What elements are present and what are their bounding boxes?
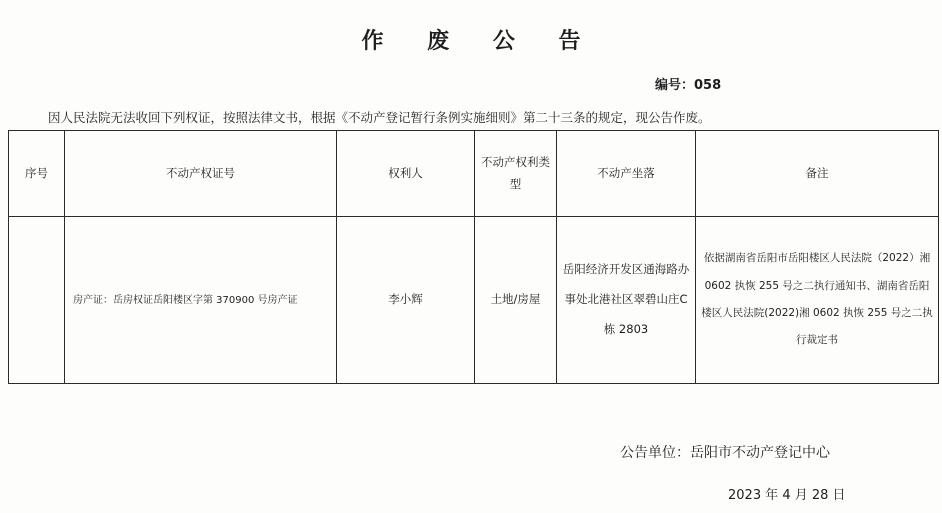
records-table (8, 130, 939, 384)
header-owner: 权利人 (337, 131, 475, 217)
issue-date: 2023 年 4 月 28 日 (728, 488, 846, 503)
header-index: 序号 (9, 131, 65, 217)
issuing-unit: 公告单位：岳阳市不动产登记中心 (620, 445, 830, 461)
header-cert-number: 不动产权证号 (65, 131, 337, 217)
cell-remark: 依据湖南省岳阳市岳阳楼区人民法院（2022）湘 0602 执恢 255 号之二执行通知书、湖南省岳阳楼区人民法院(2022)湘 0602 执恢 255 号之二执行裁定书 (696, 217, 939, 384)
cell-right-type: 土地/房屋 (475, 217, 557, 384)
cell-cert-number: 房产证：岳房权证岳阳楼区字第 370900 号房产证 (65, 217, 337, 384)
table-header-row (9, 131, 939, 217)
header-location: 不动产坐落 (557, 131, 696, 217)
cell-owner: 李小辉 (337, 217, 475, 384)
cell-location: 岳阳经济开发区通海路办事处北港社区翠碧山庄C栋 2803 (557, 217, 696, 384)
document-number: 编号：058 (655, 78, 722, 93)
header-remark: 备注 (696, 131, 939, 217)
header-right-type: 不动产权利类型 (475, 131, 557, 217)
table-row (9, 217, 939, 384)
intro-paragraph: 因人民法院无法收回下列权证，按照法律文书，根据《不动产登记暂行条例实施细则》第二十三条的规定，现公告作废。 (48, 110, 711, 125)
cell-index (9, 217, 65, 384)
page-title: 作 废 公 告 (361, 29, 599, 54)
